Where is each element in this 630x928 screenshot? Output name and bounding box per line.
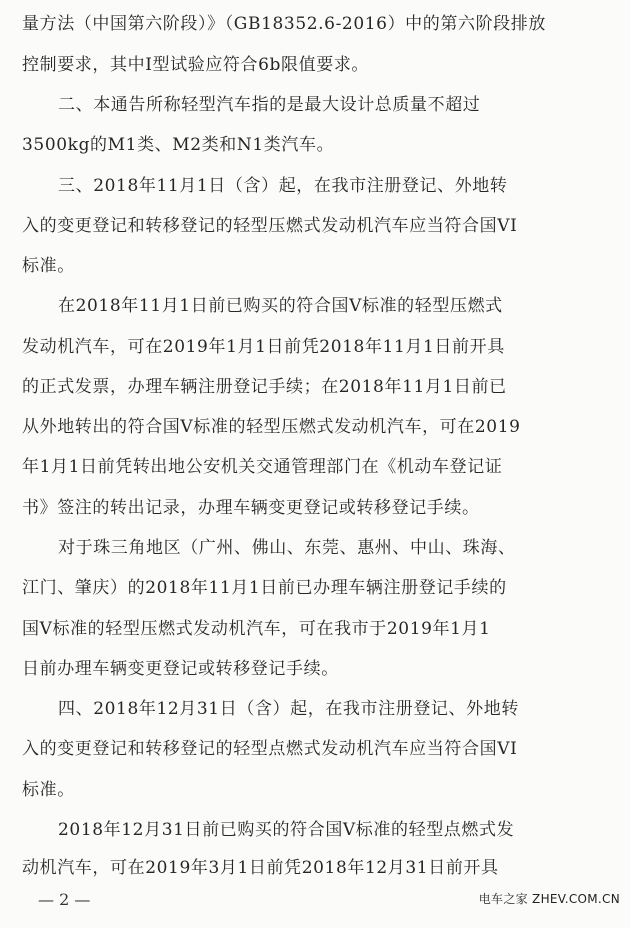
text-line: 的正式发票，办理车辆注册登记手续；在2018年11月1日前已 <box>22 377 507 397</box>
text-line: 量方法（中国第六阶段）》（GB18352.6-2016）中的第六阶段排放 <box>22 14 546 34</box>
text-line: 标准。 <box>22 780 75 800</box>
text-line: 入的变更登记和转移登记的轻型压燃式发动机汽车应当符合国VI <box>22 216 518 236</box>
text-line: 标准。 <box>22 256 75 276</box>
watermark: 电车之家 ZHEV.COM.CN <box>478 892 620 906</box>
text-line: 在2018年11月1日前已购买的符合国V标准的轻型压燃式 <box>58 296 503 316</box>
text-line: 三、2018年11月1日（含）起，在我市注册登记、外地转 <box>58 176 508 196</box>
text-line: 书》签注的转出记录，办理车辆变更登记或转移登记手续。 <box>22 498 480 518</box>
text-line: 二、本通告所称轻型汽车指的是最大设计总质量不超过 <box>58 95 481 115</box>
page-number: — 2 — <box>38 890 91 909</box>
text-line: 动机汽车，可在2019年3月1日前凭2018年12月31日前开具 <box>22 858 499 878</box>
text-line: 四、2018年12月31日（含）起，在我市注册登记、外地转 <box>58 699 519 719</box>
text-line: 江门、肇庆）的2018年11月1日前已办理车辆注册登记手续的 <box>22 578 507 598</box>
text-line: 对于珠三角地区（广州、佛山、东莞、惠州、中山、珠海、 <box>58 538 516 558</box>
text-line: 控制要求，其中I型试验应符合6b限值要求。 <box>22 55 370 75</box>
text-line: 日前办理车辆变更登记或转移登记手续。 <box>22 659 339 679</box>
text-line: 国V标准的轻型压燃式发动机汽车，可在我市于2019年1月1 <box>22 619 491 639</box>
text-line: 年1月1日前凭转出地公安机关交通管理部门在《机动车登记证 <box>22 457 503 477</box>
text-line: 发动机汽车，可在2019年1月1日前凭2018年11月1日前开具 <box>22 337 505 357</box>
text-line: 入的变更登记和转移登记的轻型点燃式发动机汽车应当符合国VI <box>22 739 518 759</box>
text-line: 3500kg的M1类、M2类和N1类汽车。 <box>22 135 335 155</box>
text-line: 2018年12月31日前已购买的符合国V标准的轻型点燃式发 <box>58 820 515 840</box>
text-line: 从外地转出的符合国V标准的轻型压燃式发动机汽车，可在2019 <box>22 417 521 437</box>
